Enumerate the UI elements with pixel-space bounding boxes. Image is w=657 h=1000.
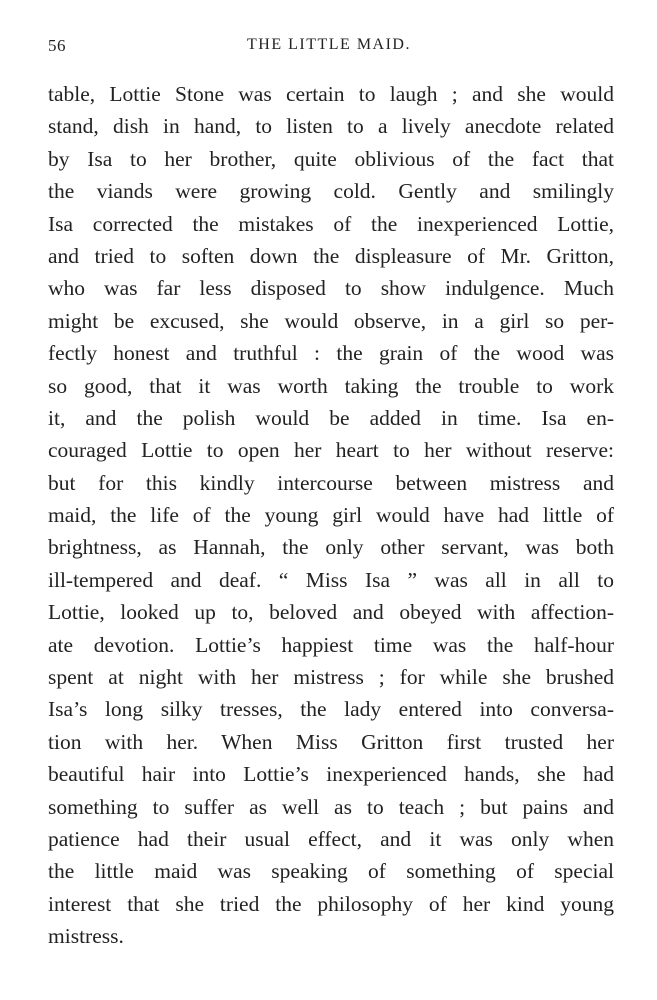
text-line: table, Lottie Stone was certain to laugh ; and she would (48, 82, 614, 106)
text-line: couraged Lottie to open her heart to her without reserve: (48, 438, 614, 463)
text-line: Isa’s long silky tresses, the lady entered into conversa- (48, 697, 614, 722)
text-line: mistress. (48, 924, 124, 949)
text-line: Isa corrected the mistakes of the inexperienced Lottie, (48, 211, 614, 236)
text-line: who was far less disposed to show indulgence. Much (48, 276, 614, 301)
text-line: but for this kindly intercourse between mistress and (48, 470, 614, 495)
page-header (48, 36, 610, 60)
text-line: Lottie, looked up to, beloved and obeyed with affection- (48, 600, 614, 625)
text-line: it, and the polish would be added in time. Isa en- (48, 405, 614, 430)
text-line: tion with her. When Miss Gritton first trusted her (48, 729, 614, 754)
running-title: THE LITTLE MAID. (247, 36, 411, 53)
text-line: the little maid was speaking of something of special (48, 859, 614, 884)
body-text (48, 78, 614, 953)
text-line: interest that she tried the philosophy of her kind young (48, 891, 614, 916)
text-line: spent at night with her mistress ; for while she brushed (48, 665, 614, 690)
text-line: beautiful hair into Lottie’s inexperienced hands, she had (48, 762, 614, 787)
text-line: maid, the life of the young girl would have had little of (48, 503, 614, 528)
text-line: by Isa to her brother, quite oblivious of the fact that (48, 146, 614, 171)
text-line: fectly honest and truthful : the grain of the wood was (48, 341, 614, 366)
text-line: patience had their usual effect, and it was only when (48, 826, 614, 851)
text-line: ate devotion. Lottie’s happiest time was the half-hour (48, 632, 614, 657)
text-line: so good, that it was worth taking the trouble to work (48, 373, 614, 398)
text-line: the viands were growing cold. Gently and smilingly (48, 179, 614, 204)
text-line: brightness, as Hannah, the only other servant, was both (48, 535, 614, 560)
text-line: might be excused, she would observe, in a girl so per- (48, 308, 614, 333)
page-number: 56 (48, 36, 66, 55)
text-line: something to suffer as well as to teach ; but pains and (48, 794, 614, 819)
text-line: stand, dish in hand, to listen to a lively anecdote related (48, 114, 614, 139)
text-line: and tried to soften down the displeasure of Mr. Gritton, (48, 243, 614, 268)
text-line: ill-tempered and deaf. “ Miss Isa ” was all in all to (48, 567, 614, 592)
